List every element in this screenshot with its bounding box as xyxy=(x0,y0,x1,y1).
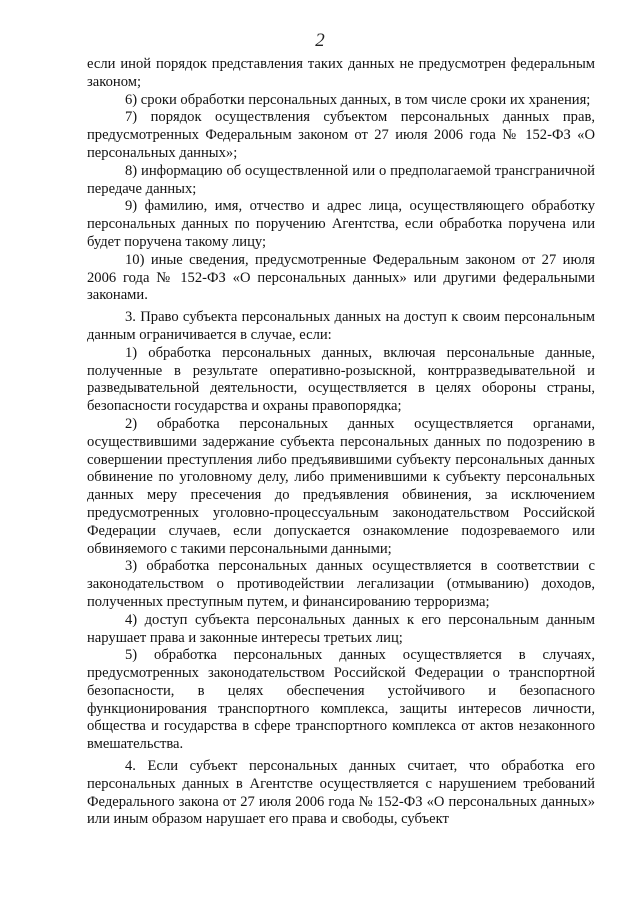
list-item-9: 9) фамилию, имя, отчество и адрес лица, осуществляющего обработку персональных данных по поручению Агентства, если обработка поручена или будет поручена такому лицу; xyxy=(87,198,595,250)
page-number: 2 xyxy=(315,30,325,51)
section-3-item-2: 2) обработка персональных данных осуществляется органами, осуществившими задержание субъекта персональных данных по подозрению в совершении преступления либо предъявившими субъекту персональных данных обвинение по уголовному делу, либо применившими к субъекту персональных данных меру пресечения до предъявления обвинения, за исключением предусмотренных уголовно-процессуальным законодательством Российской Федерации случаев, если допускается ознакомление подозреваемого или обвиняемого с такими персональными данными; xyxy=(87,415,595,557)
section-3-paragraph: 3. Право субъекта персональных данных на доступ к своим персональным данным ограничивается в случае, если: xyxy=(87,309,595,343)
paragraph-continuation: если иной порядок представления таких данных не предусмотрен федеральным законом; xyxy=(87,56,595,90)
section-3-item-1: 1) обработка персональных данных, включая персональные данные, полученные в результате оперативно-розыскной, контрразведывательной и разведывательной деятельности, осуществляется в целях обороны страны, безопасности государства и охраны правопорядка; xyxy=(87,344,595,415)
section-3-item-3: 3) обработка персональных данных осуществляется в соответствии с законодательством о противодействии легализации (отмыванию) доходов, полученных преступным путем, и финансированию терроризма; xyxy=(87,558,595,610)
section-4-paragraph: 4. Если субъект персональных данных считает, что обработка его персональных данных в Агентстве осуществляется с нарушением требований Федерального закона от 27 июля 2006 года № 152-ФЗ «О персональных данных» или иным образом нарушает его права и свободы, субъект xyxy=(87,758,595,828)
section-3-item-5: 5) обработка персональных данных осуществляется в случаях, предусмотренных законодательством Российской Федерации о транспортной безопасности, в целях обеспечения устойчивого и безопасного функционирования транспортного комплекса, защиты интересов личности, общества и государства в сфере транспортного комплекса от актов незаконного вмешательства. xyxy=(87,647,595,753)
list-item-10: 10) иные сведения, предусмотренные Федеральным законом от 27 июля 2006 года № 152-ФЗ «О персональных данных» или другими федеральными законами. xyxy=(87,251,595,304)
list-item-6: 6) сроки обработки персональных данных, в том числе сроки их хранения; xyxy=(125,91,591,108)
list-item-8: 8) информацию об осуществленной или о предполагаемой трансграничной передаче данных; xyxy=(87,162,595,197)
document-body xyxy=(87,56,595,829)
section-3-item-4: 4) доступ субъекта персональных данных к его персональным данным нарушает права и законные интересы третьих лиц; xyxy=(87,611,595,646)
list-item-7: 7) порядок осуществления субъектом персональных данных прав, предусмотренных Федеральным законом от 27 июля 2006 года № 152-ФЗ «О персональных данных»; xyxy=(87,109,595,161)
